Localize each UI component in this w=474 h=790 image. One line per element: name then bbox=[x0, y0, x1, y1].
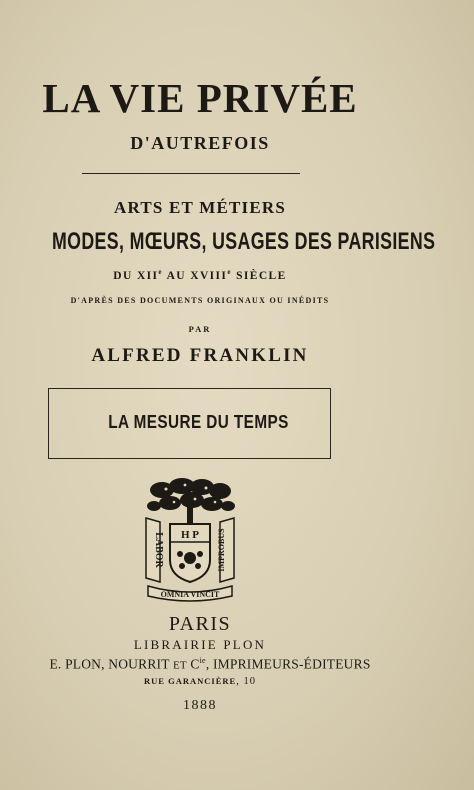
printers-ie: ie bbox=[199, 656, 206, 665]
author-name: ALFRED FRANKLIN bbox=[91, 345, 309, 366]
emblem-monogram: H P bbox=[180, 529, 200, 541]
title-rule bbox=[82, 173, 300, 174]
imprint-street: RUE GARANCIÈRE bbox=[144, 676, 237, 686]
imprint-number: , 10 bbox=[236, 676, 256, 687]
emblem-banner-bottom: OMNIA VINCIT bbox=[160, 590, 220, 599]
book-title: LA VIE PRIVÉE bbox=[42, 75, 358, 121]
series-line-arts: ARTS ET MÉTIERS bbox=[113, 198, 287, 217]
printers-part-b: , IMPRIMEURS-ÉDITEURS bbox=[205, 656, 371, 672]
printers-part-a: E. PLON, NOURRIT bbox=[49, 656, 173, 672]
imprint-city: PARIS bbox=[168, 613, 232, 635]
century-range bbox=[0, 268, 400, 282]
by-label: PAR bbox=[188, 324, 212, 334]
century-sup-2: e bbox=[227, 268, 232, 276]
imprint-publisher: LIBRAIRIE PLON bbox=[133, 637, 267, 652]
sources-line: D'APRÈS DES DOCUMENTS ORIGINAUX OU INÉDITS bbox=[70, 296, 330, 305]
printer-mark-icon bbox=[140, 478, 240, 604]
century-suffix: SIÈCLE bbox=[231, 269, 287, 282]
century-mid: AU XVIII bbox=[162, 269, 228, 282]
imprint-year: 1888 bbox=[183, 698, 217, 713]
century-prefix: DU XII bbox=[113, 269, 159, 282]
printers-et: ET bbox=[173, 659, 187, 672]
century-sup-1: e bbox=[158, 268, 163, 276]
imprint-printers bbox=[10, 656, 410, 673]
emblem-banner-left: LABOR bbox=[153, 532, 164, 568]
printers-c: C bbox=[186, 656, 200, 672]
imprint-address bbox=[0, 676, 400, 687]
emblem-banner-right: IMPROBUS bbox=[217, 528, 226, 572]
series-line-modes: MODES, MŒURS, USAGES DES PARISIENS bbox=[52, 228, 436, 255]
book-subtitle: D'AUTREFOIS bbox=[130, 133, 270, 153]
volume-title: LA MESURE DU TEMPS bbox=[108, 412, 289, 432]
